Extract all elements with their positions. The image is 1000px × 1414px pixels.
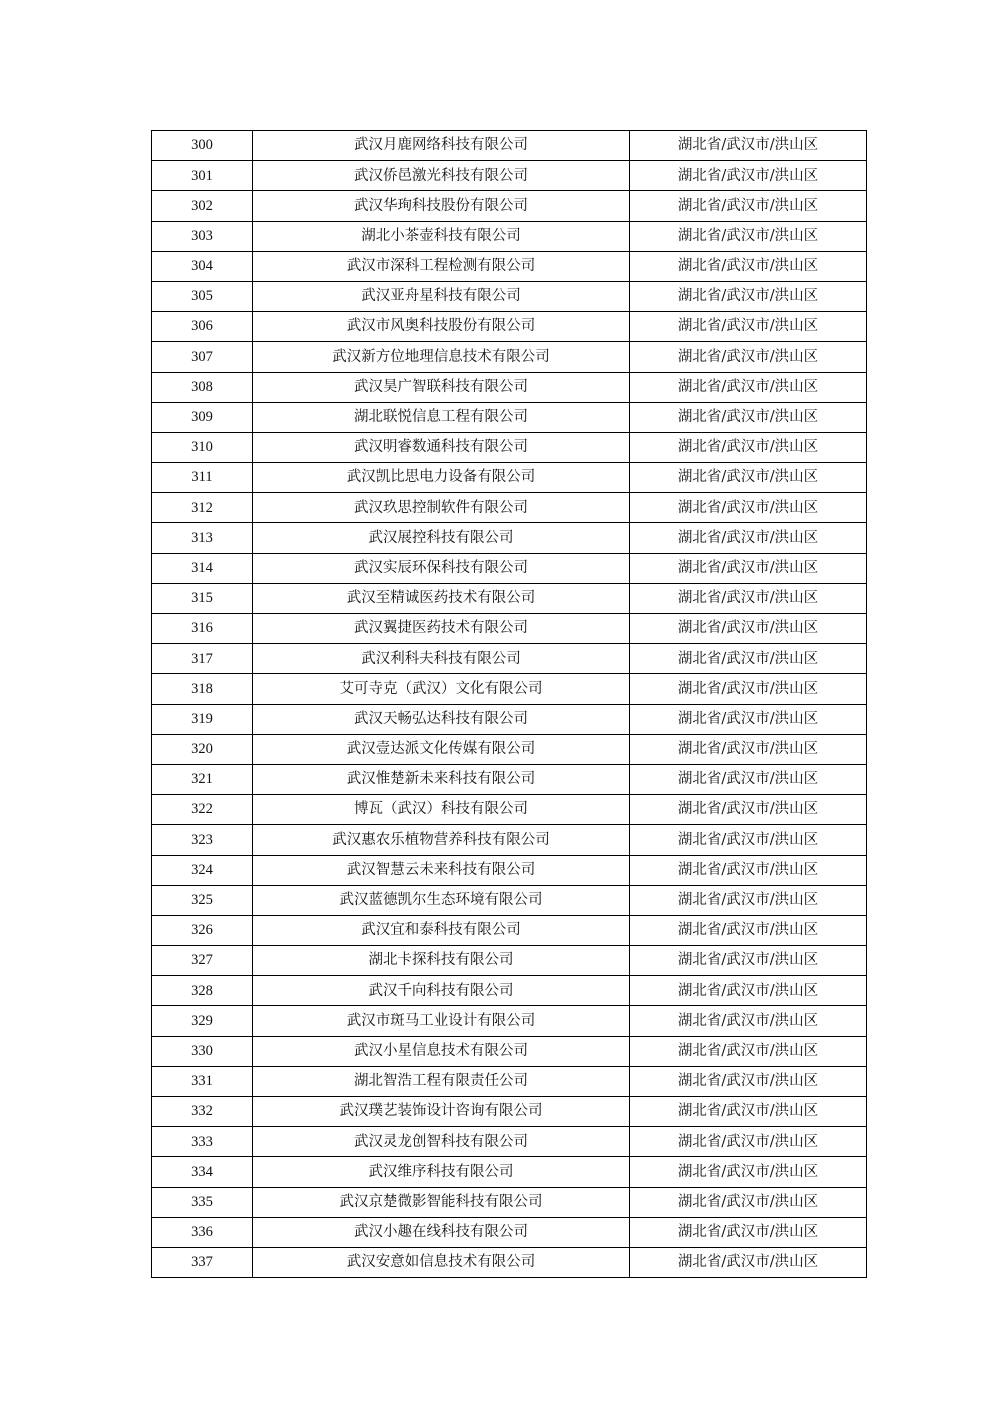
table-row (152, 795, 867, 825)
region-cell: 湖北省/武汉市/洪山区 (630, 523, 867, 553)
table-row (152, 704, 867, 734)
region-cell: 湖北省/武汉市/洪山区 (630, 191, 867, 221)
region-cell: 湖北省/武汉市/洪山区 (630, 1066, 867, 1096)
table-row (152, 734, 867, 764)
region-cell: 湖北省/武汉市/洪山区 (630, 734, 867, 764)
table-row (152, 855, 867, 885)
region-cell: 湖北省/武汉市/洪山区 (630, 674, 867, 704)
table-row (152, 1066, 867, 1096)
company-name-cell: 武汉翼捷医药技术有限公司 (253, 614, 630, 644)
table-row (152, 463, 867, 493)
row-number-cell: 332 (152, 1097, 253, 1127)
company-name-cell: 武汉至精诚医药技术有限公司 (253, 583, 630, 613)
company-name-cell: 武汉市风奥科技股份有限公司 (253, 312, 630, 342)
table-row (152, 614, 867, 644)
row-number-cell: 300 (152, 131, 253, 161)
company-name-cell: 武汉玖思控制软件有限公司 (253, 493, 630, 523)
row-number-cell: 325 (152, 885, 253, 915)
row-number-cell: 301 (152, 161, 253, 191)
table-row (152, 1217, 867, 1247)
table-row (152, 161, 867, 191)
region-cell: 湖北省/武汉市/洪山区 (630, 432, 867, 462)
company-name-cell: 武汉灵龙创智科技有限公司 (253, 1127, 630, 1157)
region-cell: 湖北省/武汉市/洪山区 (630, 855, 867, 885)
region-cell: 湖北省/武汉市/洪山区 (630, 161, 867, 191)
row-number-cell: 329 (152, 1006, 253, 1036)
table-row (152, 402, 867, 432)
row-number-cell: 318 (152, 674, 253, 704)
row-number-cell: 324 (152, 855, 253, 885)
company-name-cell: 武汉展控科技有限公司 (253, 523, 630, 553)
row-number-cell: 327 (152, 946, 253, 976)
company-name-cell: 武汉市深科工程检测有限公司 (253, 251, 630, 281)
company-name-cell: 武汉安意如信息技术有限公司 (253, 1247, 630, 1277)
region-cell: 湖北省/武汉市/洪山区 (630, 553, 867, 583)
row-number-cell: 319 (152, 704, 253, 734)
region-cell: 湖北省/武汉市/洪山区 (630, 493, 867, 523)
row-number-cell: 323 (152, 825, 253, 855)
company-name-cell: 湖北卡探科技有限公司 (253, 946, 630, 976)
region-cell: 湖北省/武汉市/洪山区 (630, 131, 867, 161)
row-number-cell: 330 (152, 1036, 253, 1066)
company-name-cell: 武汉惟楚新未来科技有限公司 (253, 764, 630, 794)
table-row (152, 1187, 867, 1217)
row-number-cell: 306 (152, 312, 253, 342)
company-name-cell: 武汉侨邑激光科技有限公司 (253, 161, 630, 191)
table-row (152, 825, 867, 855)
table-row (152, 764, 867, 794)
table-row (152, 915, 867, 945)
company-name-cell: 武汉壹达派文化传媒有限公司 (253, 734, 630, 764)
row-number-cell: 336 (152, 1217, 253, 1247)
row-number-cell: 313 (152, 523, 253, 553)
company-name-cell: 湖北小茶壶科技有限公司 (253, 221, 630, 251)
row-number-cell: 337 (152, 1247, 253, 1277)
company-name-cell: 湖北联悦信息工程有限公司 (253, 402, 630, 432)
company-name-cell: 武汉璞艺装饰设计咨询有限公司 (253, 1097, 630, 1127)
company-name-cell: 湖北智浩工程有限责任公司 (253, 1066, 630, 1096)
row-number-cell: 321 (152, 764, 253, 794)
region-cell: 湖北省/武汉市/洪山区 (630, 372, 867, 402)
company-name-cell: 武汉华珣科技股份有限公司 (253, 191, 630, 221)
table-row (152, 312, 867, 342)
region-cell: 湖北省/武汉市/洪山区 (630, 976, 867, 1006)
table-row (152, 1006, 867, 1036)
company-name-cell: 武汉凯比思电力设备有限公司 (253, 463, 630, 493)
table-row (152, 1127, 867, 1157)
region-cell: 湖北省/武汉市/洪山区 (630, 1006, 867, 1036)
row-number-cell: 320 (152, 734, 253, 764)
region-cell: 湖北省/武汉市/洪山区 (630, 1187, 867, 1217)
row-number-cell: 302 (152, 191, 253, 221)
table-row (152, 372, 867, 402)
table-row (152, 251, 867, 281)
row-number-cell: 307 (152, 342, 253, 372)
row-number-cell: 309 (152, 402, 253, 432)
table-row (152, 674, 867, 704)
company-name-cell: 武汉惠农乐植物营养科技有限公司 (253, 825, 630, 855)
row-number-cell: 304 (152, 251, 253, 281)
region-cell: 湖北省/武汉市/洪山区 (630, 885, 867, 915)
region-cell: 湖北省/武汉市/洪山区 (630, 221, 867, 251)
table-row (152, 1247, 867, 1277)
company-table-body (152, 131, 867, 1278)
company-name-cell: 武汉市斑马工业设计有限公司 (253, 1006, 630, 1036)
region-cell: 湖北省/武汉市/洪山区 (630, 312, 867, 342)
region-cell: 湖北省/武汉市/洪山区 (630, 825, 867, 855)
region-cell: 湖北省/武汉市/洪山区 (630, 1097, 867, 1127)
row-number-cell: 311 (152, 463, 253, 493)
region-cell: 湖北省/武汉市/洪山区 (630, 915, 867, 945)
row-number-cell: 326 (152, 915, 253, 945)
company-name-cell: 武汉昊广智联科技有限公司 (253, 372, 630, 402)
row-number-cell: 334 (152, 1157, 253, 1187)
row-number-cell: 314 (152, 553, 253, 583)
table-row (152, 976, 867, 1006)
region-cell: 湖北省/武汉市/洪山区 (630, 644, 867, 674)
company-name-cell: 博瓦（武汉）科技有限公司 (253, 795, 630, 825)
region-cell: 湖北省/武汉市/洪山区 (630, 1036, 867, 1066)
table-row (152, 1036, 867, 1066)
company-name-cell: 武汉天畅弘达科技有限公司 (253, 704, 630, 734)
table-row (152, 131, 867, 161)
company-name-cell: 武汉明睿数通科技有限公司 (253, 432, 630, 462)
table-row (152, 281, 867, 311)
region-cell: 湖北省/武汉市/洪山区 (630, 463, 867, 493)
region-cell: 湖北省/武汉市/洪山区 (630, 1157, 867, 1187)
row-number-cell: 312 (152, 493, 253, 523)
region-cell: 湖北省/武汉市/洪山区 (630, 795, 867, 825)
table-row (152, 432, 867, 462)
company-name-cell: 武汉智慧云未来科技有限公司 (253, 855, 630, 885)
company-name-cell: 武汉亚舟星科技有限公司 (253, 281, 630, 311)
table-row (152, 493, 867, 523)
row-number-cell: 317 (152, 644, 253, 674)
table-row (152, 1157, 867, 1187)
region-cell: 湖北省/武汉市/洪山区 (630, 764, 867, 794)
region-cell: 湖北省/武汉市/洪山区 (630, 583, 867, 613)
row-number-cell: 316 (152, 614, 253, 644)
table-row (152, 583, 867, 613)
row-number-cell: 315 (152, 583, 253, 613)
company-table (151, 130, 867, 1278)
company-name-cell: 武汉维序科技有限公司 (253, 1157, 630, 1187)
company-name-cell: 武汉实辰环保科技有限公司 (253, 553, 630, 583)
table-row (152, 342, 867, 372)
region-cell: 湖北省/武汉市/洪山区 (630, 946, 867, 976)
row-number-cell: 331 (152, 1066, 253, 1096)
row-number-cell: 333 (152, 1127, 253, 1157)
row-number-cell: 328 (152, 976, 253, 1006)
company-name-cell: 艾可寺克（武汉）文化有限公司 (253, 674, 630, 704)
region-cell: 湖北省/武汉市/洪山区 (630, 402, 867, 432)
company-name-cell: 武汉蓝德凯尔生态环境有限公司 (253, 885, 630, 915)
company-name-cell: 武汉小趣在线科技有限公司 (253, 1217, 630, 1247)
table-row (152, 946, 867, 976)
row-number-cell: 310 (152, 432, 253, 462)
region-cell: 湖北省/武汉市/洪山区 (630, 1217, 867, 1247)
company-name-cell: 武汉京楚微影智能科技有限公司 (253, 1187, 630, 1217)
table-row (152, 523, 867, 553)
table-row (152, 221, 867, 251)
region-cell: 湖北省/武汉市/洪山区 (630, 342, 867, 372)
row-number-cell: 308 (152, 372, 253, 402)
region-cell: 湖北省/武汉市/洪山区 (630, 704, 867, 734)
row-number-cell: 303 (152, 221, 253, 251)
region-cell: 湖北省/武汉市/洪山区 (630, 251, 867, 281)
company-name-cell: 武汉月鹿网络科技有限公司 (253, 131, 630, 161)
region-cell: 湖北省/武汉市/洪山区 (630, 1127, 867, 1157)
row-number-cell: 335 (152, 1187, 253, 1217)
row-number-cell: 305 (152, 281, 253, 311)
region-cell: 湖北省/武汉市/洪山区 (630, 281, 867, 311)
region-cell: 湖北省/武汉市/洪山区 (630, 614, 867, 644)
company-name-cell: 武汉新方位地理信息技术有限公司 (253, 342, 630, 372)
table-row (152, 644, 867, 674)
table-row (152, 1097, 867, 1127)
row-number-cell: 322 (152, 795, 253, 825)
region-cell: 湖北省/武汉市/洪山区 (630, 1247, 867, 1277)
table-row (152, 553, 867, 583)
company-name-cell: 武汉千向科技有限公司 (253, 976, 630, 1006)
table-row (152, 885, 867, 915)
company-name-cell: 武汉宜和泰科技有限公司 (253, 915, 630, 945)
table-row (152, 191, 867, 221)
company-name-cell: 武汉利科夫科技有限公司 (253, 644, 630, 674)
company-name-cell: 武汉小星信息技术有限公司 (253, 1036, 630, 1066)
